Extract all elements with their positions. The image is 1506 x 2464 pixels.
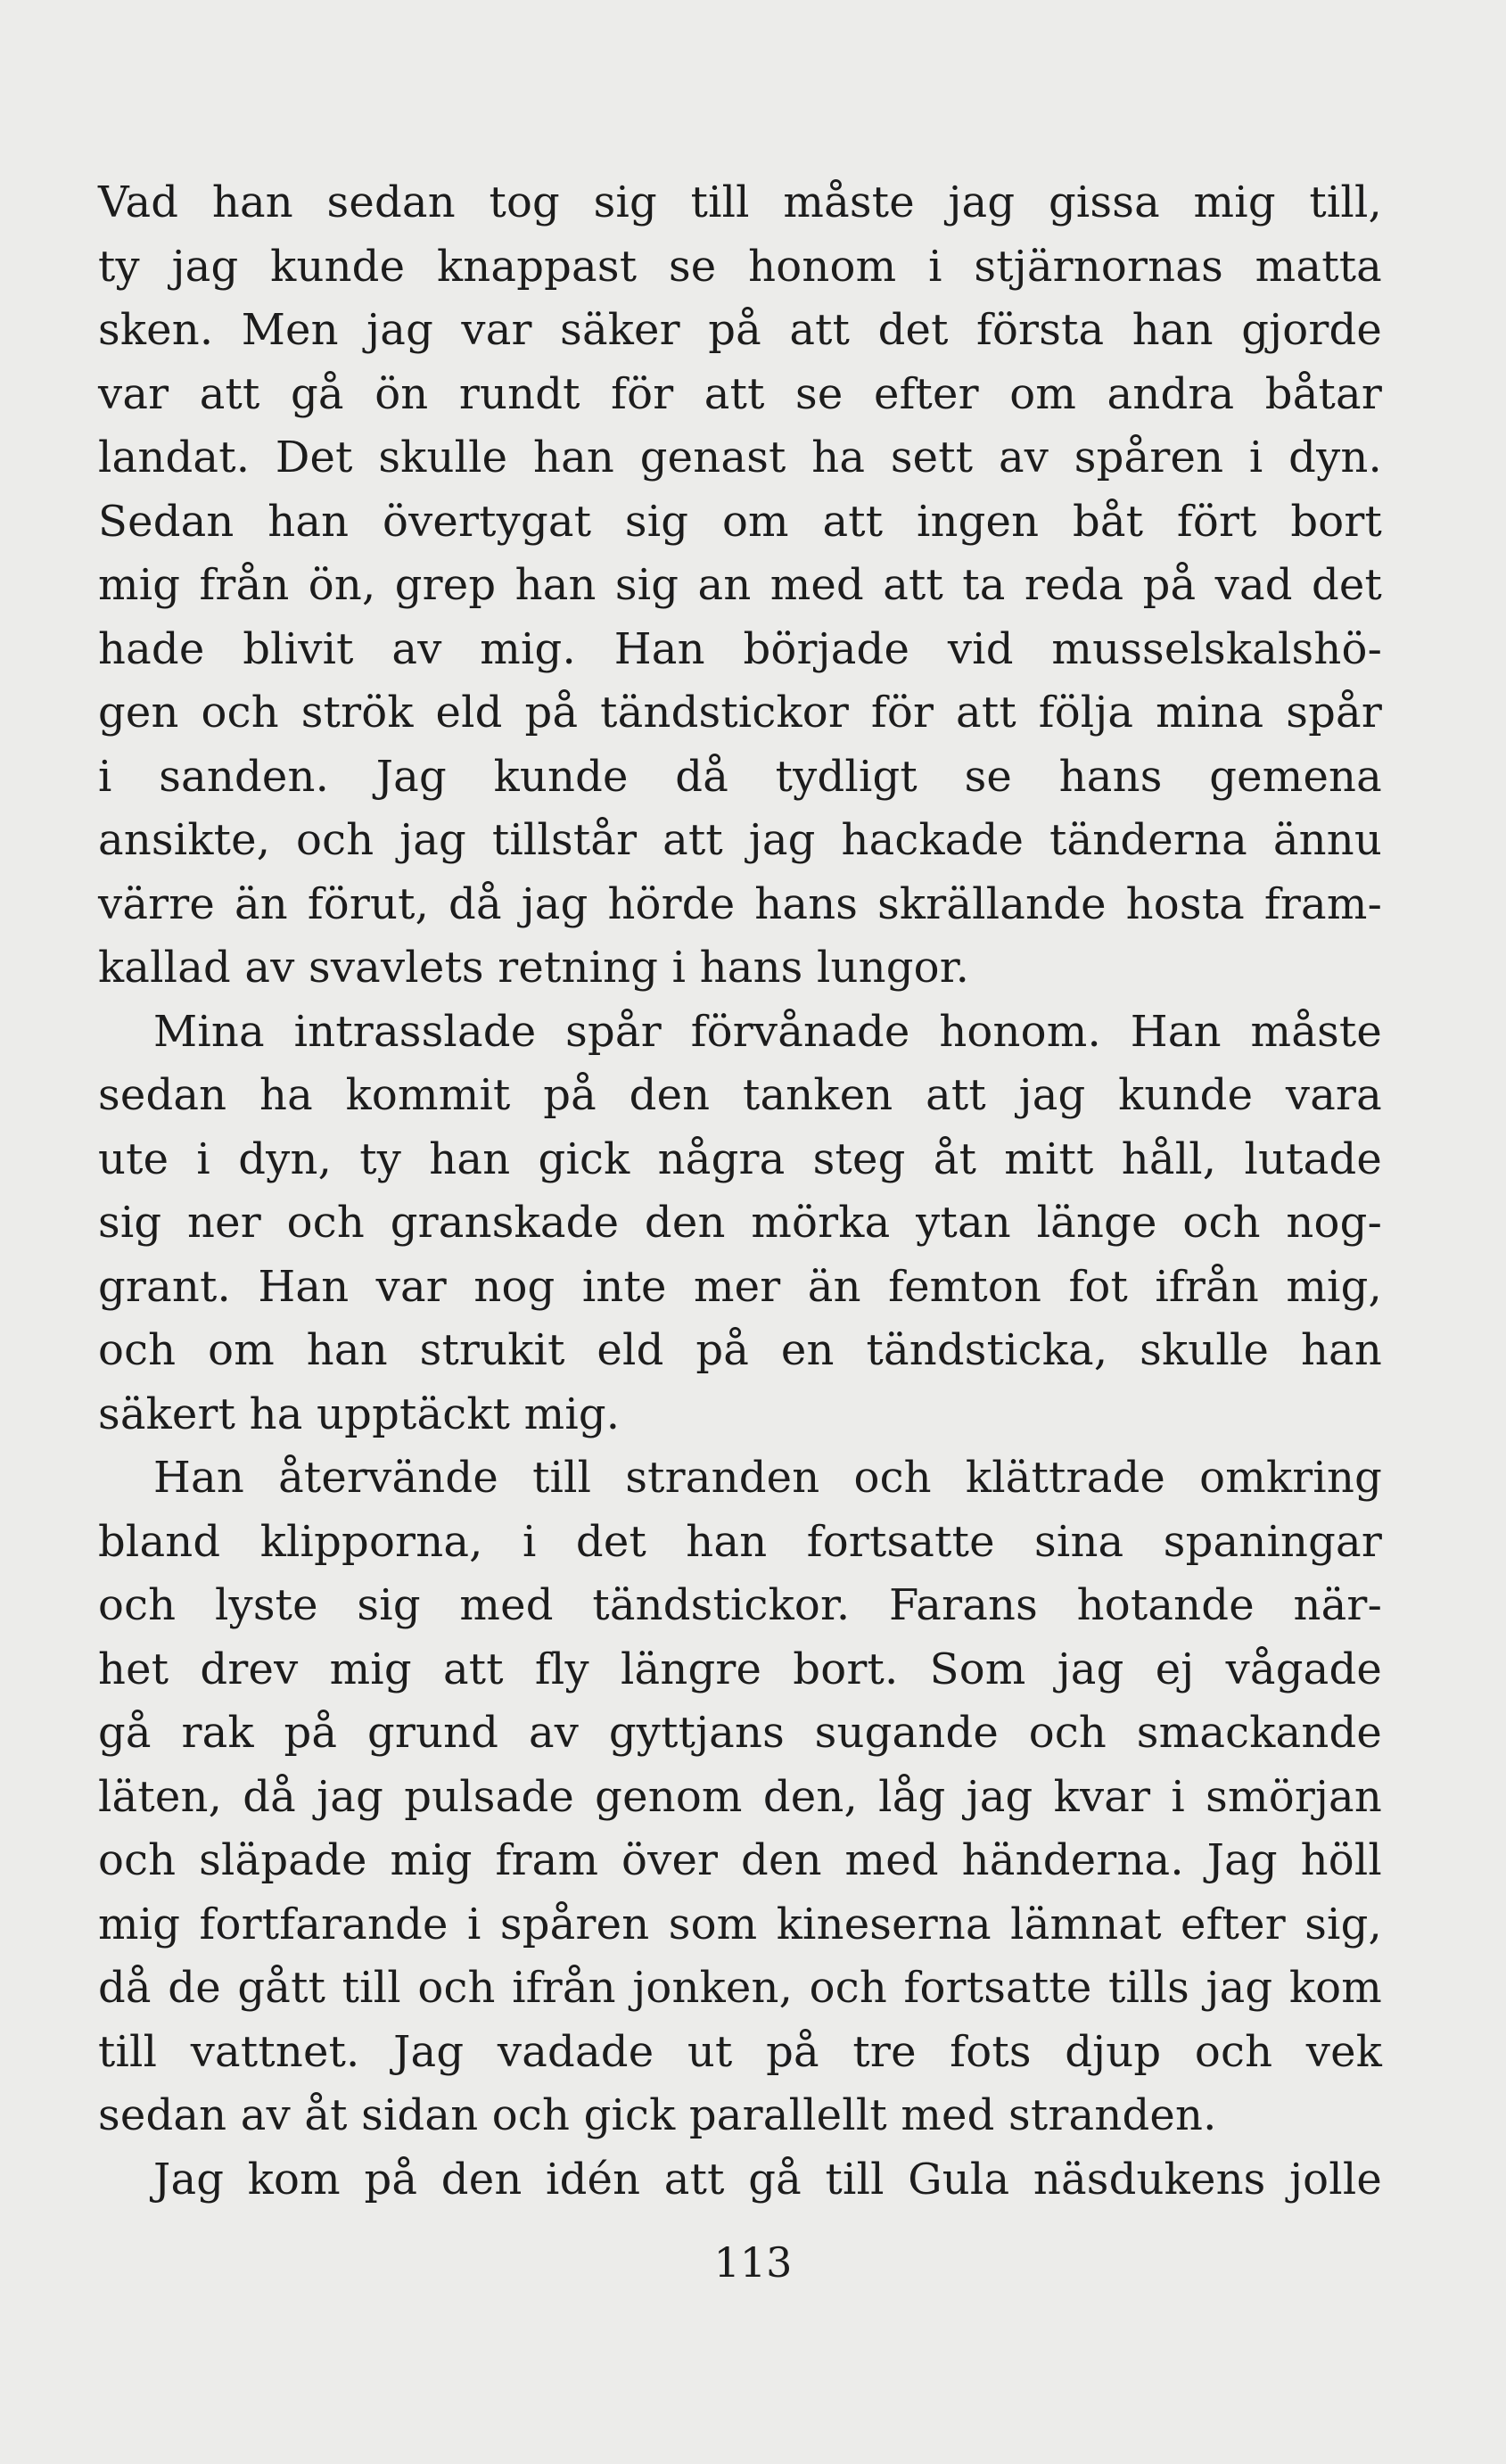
text-line: till vattnet. Jag vadade ut på tre fots djup och vek <box>98 2026 1382 2077</box>
text-line: landat. Det skulle han genast ha sett av spåren i dyn. <box>98 433 1382 482</box>
text-line: i sanden. Jag kunde då tydligt se hans gemena <box>98 751 1382 802</box>
text-line: sig ner och granskade den mörka ytan länge och nog- <box>98 1198 1382 1248</box>
text-line: sedan ha kommit på den tanken att jag kunde vara <box>98 1070 1382 1120</box>
text-line: Mina intrasslade spår förvånade honom. Han måste <box>153 1006 1382 1057</box>
text-line: Han återvände till stranden och klättrade omkring <box>153 1453 1382 1503</box>
text-line: och lyste sig med tändstickor. Farans hotande när- <box>98 1580 1382 1630</box>
text-line: värre än förut, då jag hörde hans skrällande hosta fram- <box>98 878 1382 929</box>
text-line: mig fortfarande i spåren som kineserna lämnat efter sig, <box>98 1899 1382 1949</box>
text-line: het drev mig att fly längre bort. Som jag ej vågade <box>98 1644 1382 1694</box>
text-line: ty jag kunde knappast se honom i stjärnornas matta <box>98 241 1382 292</box>
text-line: Sedan han övertygat sig om att ingen båt fört bort <box>98 496 1382 547</box>
text-line: var att gå ön rundt för att se efter om andra båtar <box>98 368 1382 419</box>
text-line: sken. Men jag var säker på att det första han gjorde <box>98 305 1382 355</box>
text-line: och om han strukit eld på en tändsticka, skulle han <box>98 1325 1382 1375</box>
text-line: läten, då jag pulsade genom den, låg jag kvar i smörjan <box>98 1771 1382 1822</box>
text-line: säkert ha upptäckt mig. <box>98 1389 621 1439</box>
text-line: gen och strök eld på tändstickor för att följa mina spår <box>98 688 1382 738</box>
text-line: mig från ön, grep han sig an med att ta reda på vad det <box>98 560 1382 610</box>
text-line: ansikte, och jag tillstår att jag hackade tänderna ännu <box>98 815 1382 865</box>
text-line: då de gått till och ifrån jonken, och fortsatte tills jag kom <box>98 1963 1382 2013</box>
body-text <box>98 171 1382 2212</box>
text-line: Jag kom på den idén att gå till Gula näsdukens jolle <box>153 2154 1382 2204</box>
text-line: hade blivit av mig. Han började vid musselskalshö- <box>98 623 1382 674</box>
text-line: och släpade mig fram över den med händerna. Jag höll <box>98 1835 1382 1885</box>
text-line: sedan av åt sidan och gick parallellt med stranden. <box>98 2090 1217 2140</box>
text-line: kallad av svavlets retning i hans lungor. <box>98 943 970 993</box>
text-line: bland klipporna, i det han fortsatte sina spaningar <box>98 1516 1382 1567</box>
text-line: grant. Han var nog inte mer än femton fot ifrån mig, <box>98 1261 1382 1312</box>
page-number: 113 <box>713 2238 793 2287</box>
text-line: gå rak på grund av gyttjans sugande och smackande <box>98 1708 1382 1758</box>
text-line: ute i dyn, ty han gick några steg åt mitt håll, lutade <box>98 1133 1382 1184</box>
text-line: Vad han sedan tog sig till måste jag gissa mig till, <box>98 177 1382 227</box>
